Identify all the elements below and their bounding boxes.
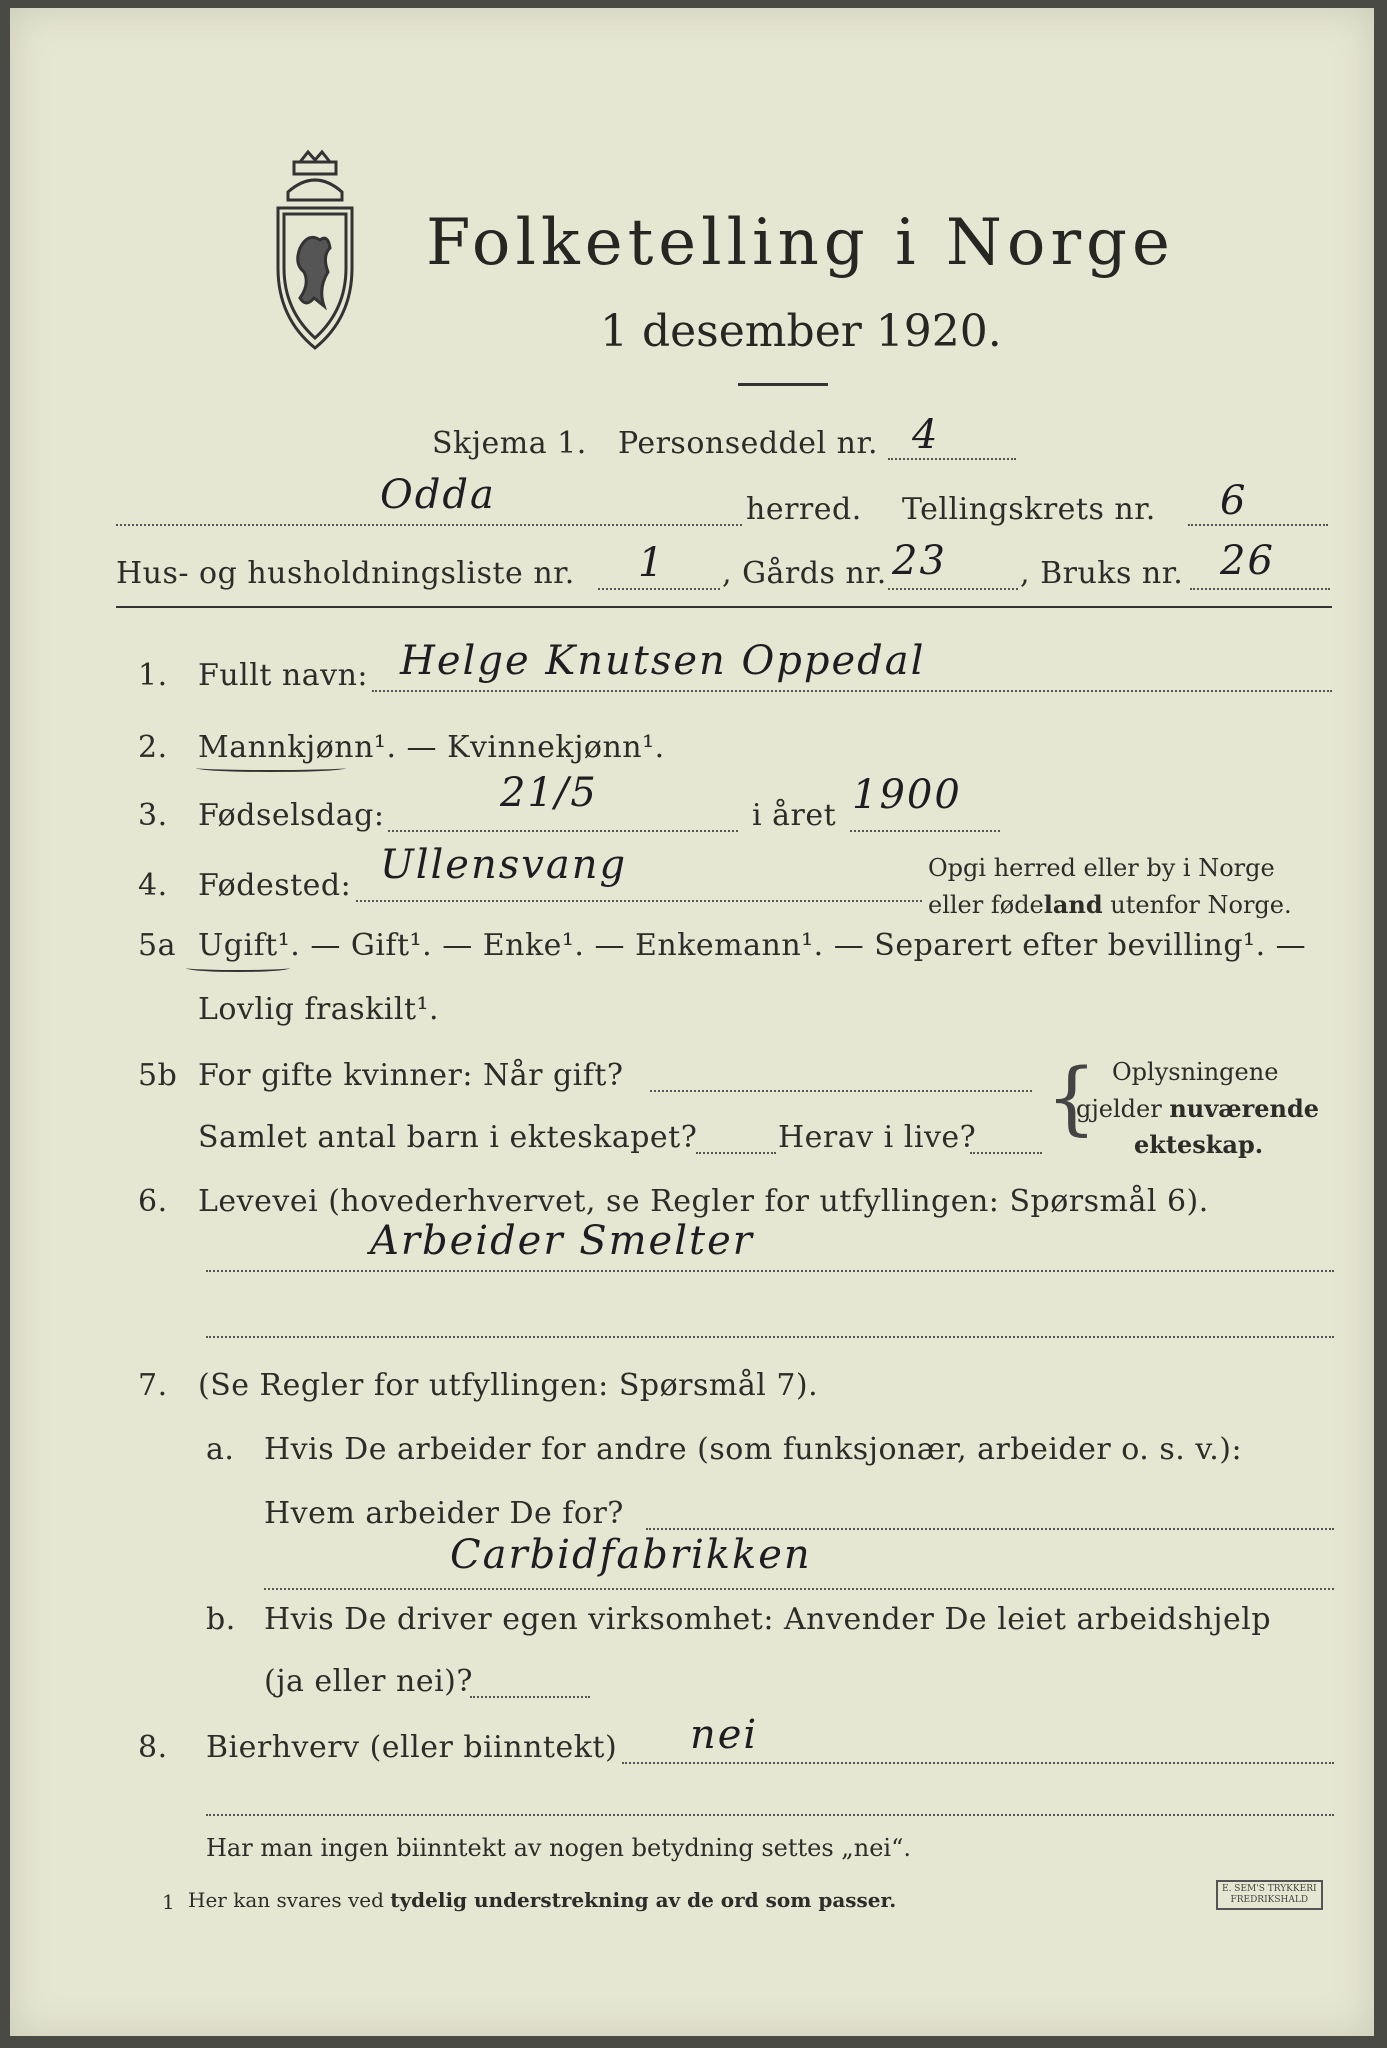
q7a-value: Carbidfabrikken (450, 1532, 812, 1578)
q6-label: Levevei (hovederhvervet, se Regler for utfyllingen: Spørsmål 6). (198, 1184, 1209, 1219)
husliste-label: Hus- og husholdningsliste nr. (116, 556, 575, 591)
q8-label: Bierhverv (eller biinntekt) (206, 1730, 618, 1765)
q1-label: Fullt navn: (198, 658, 369, 693)
q5a-line1: Ugift¹. — Gift¹. — Enke¹. — Enkemann¹. — Separert efter bevilling¹. — (198, 928, 1307, 963)
husliste-value: 1 (638, 540, 666, 586)
q3-day-line (388, 830, 738, 832)
q6-value: Arbeider Smelter (370, 1218, 754, 1264)
q7b-number: b. (206, 1602, 236, 1637)
personseddel-label: Personseddel nr. (618, 426, 879, 461)
q7b-line2: (ja eller nei)? (264, 1664, 473, 1699)
q3-year-label: i året (752, 798, 837, 833)
q2-number: 2. (138, 730, 168, 765)
q5b-note2: gjelder nuværende (1076, 1094, 1320, 1123)
q5b-line2a: Samlet antal barn i ekteskapet? (198, 1120, 698, 1155)
gards-line (888, 588, 1018, 590)
census-form (10, 8, 1374, 2036)
q5b-note1: Oplysningene (1112, 1058, 1279, 1086)
q5b-gift-line (650, 1090, 1032, 1092)
personseddel-value: 4 (912, 412, 940, 458)
q4-label: Fødested: (198, 868, 352, 903)
q5a-selection-mark (186, 964, 290, 972)
skjema-label: Skjema 1. (432, 426, 587, 461)
q1-number: 1. (138, 658, 168, 693)
q8-number: 8. (138, 1730, 168, 1765)
herred-value: Odda (380, 472, 496, 518)
q7b-line (470, 1696, 590, 1698)
q4-note-line2: eller fødeland utenfor Norge. (928, 890, 1292, 919)
q7-label: (Se Regler for utfyllingen: Spørsmål 7). (198, 1368, 819, 1403)
q4-number: 4. (138, 868, 168, 903)
q7a-line (646, 1528, 1334, 1530)
q2-selection-mark (196, 764, 346, 772)
q5b-live-line (970, 1152, 1042, 1154)
q8-line (622, 1762, 1334, 1764)
q4-value: Ullensvang (380, 842, 628, 888)
gards-label: , Gårds nr. (722, 556, 887, 591)
q5a-number: 5a (138, 928, 176, 963)
q1-value: Helge Knutsen Oppedal (400, 638, 926, 684)
q3-label: Fødselsdag: (198, 798, 385, 833)
personseddel-line (888, 458, 1016, 460)
form-title: Folketelling i Norge (426, 206, 1175, 280)
title-divider (738, 383, 828, 386)
herred-line (116, 524, 742, 526)
q6-number: 6. (138, 1184, 168, 1219)
husliste-line (598, 588, 720, 590)
q4-note-line1: Opgi herred eller by i Norge (928, 854, 1275, 882)
nei-note: Har man ingen biinntekt av nogen betydning settes „nei“. (206, 1834, 911, 1862)
q5b-line2b: Herav i live? (778, 1120, 977, 1155)
q5b-barn-line (696, 1152, 776, 1154)
q6-line1 (206, 1270, 1334, 1272)
footnote-mark: 1 (162, 1890, 175, 1914)
q7-number: 7. (138, 1368, 168, 1403)
q5b-note3: ekteskap. (1134, 1130, 1264, 1159)
q5b-brace: { (1046, 1051, 1097, 1144)
q5b-number: 5b (138, 1058, 178, 1093)
q7a-number: a. (206, 1432, 235, 1467)
q5b-line1: For gifte kvinner: Når gift? (198, 1058, 624, 1093)
q3-year-line (850, 830, 1000, 832)
herred-label: herred. (746, 492, 862, 527)
bruks-value: 26 (1220, 538, 1275, 584)
q8-line2 (206, 1814, 1334, 1816)
q7a-line1: Hvis De arbeider for andre (som funksjonær, arbeider o. s. v.): (264, 1432, 1243, 1467)
bruks-line (1190, 588, 1330, 590)
q3-number: 3. (138, 798, 168, 833)
q1-line (372, 690, 1332, 692)
header-rule (116, 606, 1332, 608)
q7b-line1: Hvis De driver egen virksomhet: Anvender De leiet arbeidshjelp (264, 1602, 1272, 1637)
q3-year-value: 1900 (852, 772, 962, 818)
q7a-line2: Hvem arbeider De for? (264, 1496, 624, 1531)
q2-label: Mannkjønn¹. — Kvinnekjønn¹. (198, 730, 665, 765)
gards-value: 23 (892, 538, 947, 584)
coat-of-arms-icon (260, 148, 370, 358)
q8-value: nei (690, 1712, 759, 1758)
q4-line (356, 900, 922, 902)
footnote-text: Her kan svares ved tydelig understrekning av de ord som passer. (188, 1888, 897, 1912)
bruks-label: , Bruks nr. (1020, 556, 1184, 591)
tellingskrets-label: Tellingskrets nr. (902, 492, 1156, 527)
census-date: 1 desember 1920. (600, 306, 1002, 357)
printer-stamp: E. SEM'S TRYKKERI FREDRIKSHALD (1216, 1880, 1323, 1910)
tellingskrets-line (1188, 524, 1328, 526)
q7a-value-line (264, 1588, 1334, 1590)
tellingskrets-value: 6 (1220, 478, 1248, 524)
q6-line2 (206, 1336, 1334, 1338)
q3-day-value: 21/5 (500, 770, 598, 816)
q5a-line2: Lovlig fraskilt¹. (198, 992, 440, 1027)
